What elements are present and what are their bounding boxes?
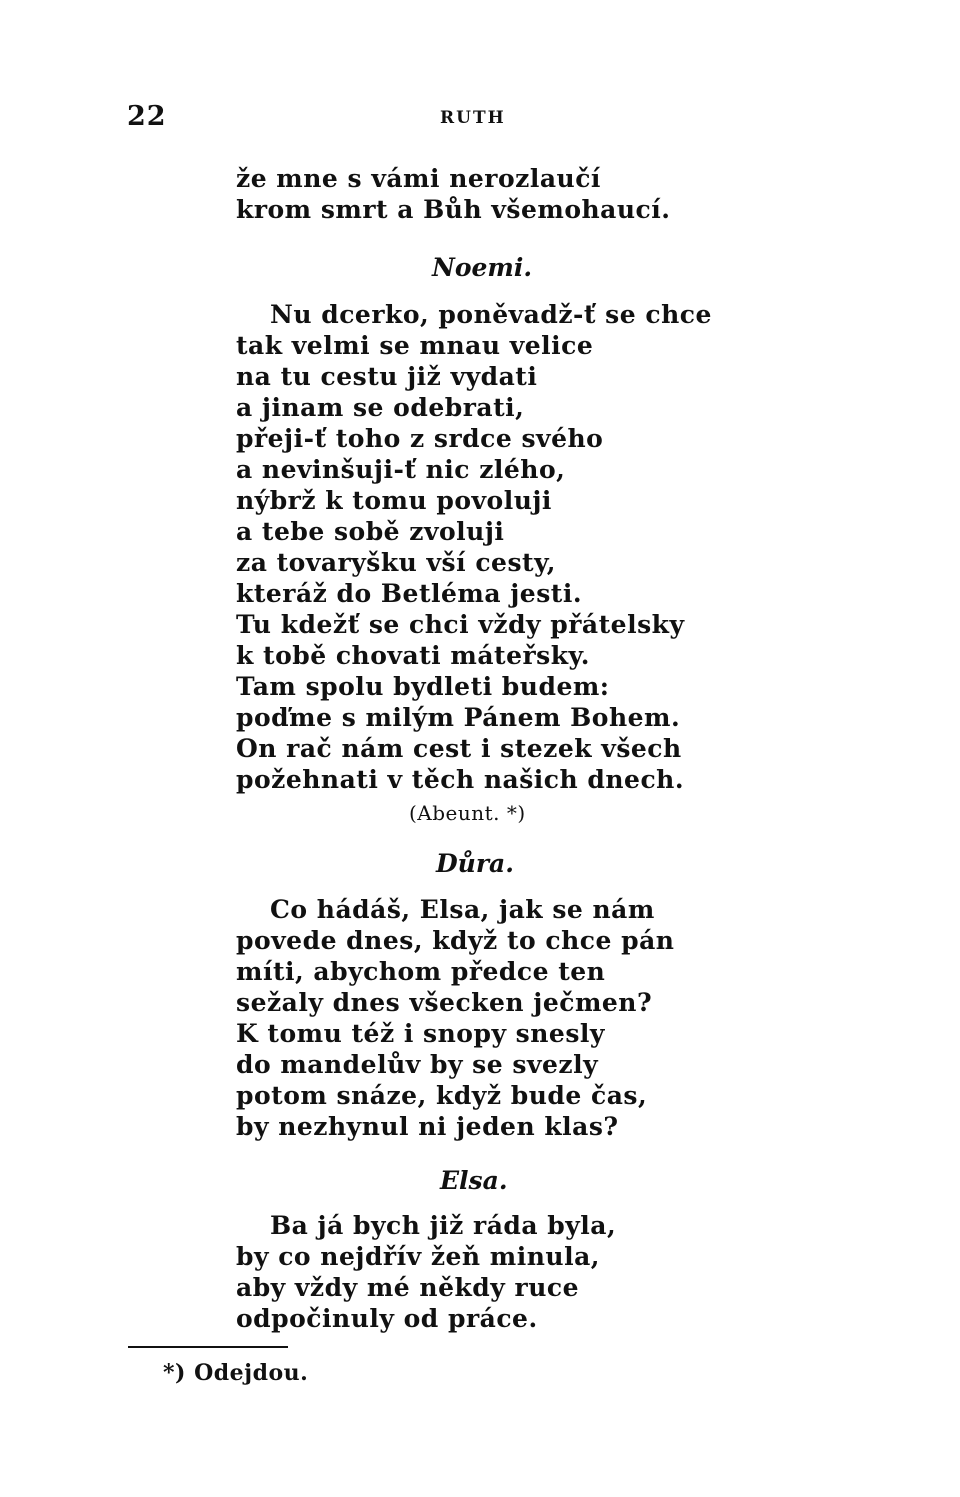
verse-line: na tu cestu již vydati bbox=[236, 362, 538, 391]
verse-line: potom snáze, když bude čas, bbox=[236, 1081, 648, 1110]
verse-line: přeji-ť toho z srdce svého bbox=[236, 424, 604, 453]
speech-noemi bbox=[236, 299, 756, 795]
speech-elsa bbox=[236, 1210, 756, 1334]
footnote-rule bbox=[128, 1346, 288, 1348]
verse-line: míti, abychom předce ten bbox=[236, 957, 606, 986]
verse-line: Co hádáš, Elsa, jak se nám bbox=[270, 895, 655, 924]
verse-line: Ba já bych již ráda byla, bbox=[270, 1211, 617, 1240]
verse-line: sežaly dnes všecken ječmen? bbox=[236, 988, 653, 1017]
verse-line: by co nejdřív žeň minula, bbox=[236, 1242, 601, 1271]
verse-line: poďme s milým Pánem Bohem. bbox=[236, 703, 681, 732]
verse-line: že mne s vámi nerozlaučí bbox=[236, 164, 601, 193]
stage-direction: (Abeunt. *) bbox=[409, 801, 526, 825]
verse-line: do mandelův by se svezly bbox=[236, 1050, 599, 1079]
verse-line: On rač nám cest i stezek všech bbox=[236, 734, 682, 763]
speaker-elsa: Elsa. bbox=[440, 1166, 508, 1195]
verse-line: požehnati v těch našich dnech. bbox=[236, 765, 685, 794]
page-number: 22 bbox=[127, 101, 167, 132]
verse-line: a tebe sobě zvoluji bbox=[236, 517, 505, 546]
verse-line: krom smrt a Bůh všemohaucí. bbox=[236, 195, 671, 224]
verse-line: k tobě chovati máteřsky. bbox=[236, 641, 590, 670]
footnote: *) Odejdou. bbox=[163, 1360, 309, 1386]
verse-line: Tu kdežť se chci vždy přátelsky bbox=[236, 610, 685, 639]
speaker-noemi: Noemi. bbox=[432, 253, 533, 282]
speaker-dura: Důra. bbox=[436, 849, 514, 878]
verse-line: odpočinuly od práce. bbox=[236, 1304, 538, 1333]
verse-line: K tomu též i snopy snesly bbox=[236, 1019, 605, 1048]
verse-line: kteráž do Betléma jesti. bbox=[236, 579, 583, 608]
opening-lines bbox=[236, 163, 756, 225]
verse-line: povede dnes, když to chce pán bbox=[236, 926, 675, 955]
verse-line: a jinam se odebrati, bbox=[236, 393, 525, 422]
verse-line: tak velmi se mnau velice bbox=[236, 331, 594, 360]
speech-dura bbox=[236, 894, 756, 1142]
verse-line: aby vždy mé někdy ruce bbox=[236, 1273, 579, 1302]
verse-line: za tovaryšku vší cesty, bbox=[236, 548, 556, 577]
verse-line: by nezhynul ni jeden klas? bbox=[236, 1112, 619, 1141]
running-head: RUTH bbox=[440, 108, 506, 128]
verse-line: nýbrž k tomu povoluji bbox=[236, 486, 552, 515]
verse-line: Tam spolu bydleti budem: bbox=[236, 672, 610, 701]
verse-line: Nu dcerko, poněvadž-ť se chce bbox=[270, 300, 712, 329]
verse-line: a nevinšuji-ť nic zlého, bbox=[236, 455, 566, 484]
